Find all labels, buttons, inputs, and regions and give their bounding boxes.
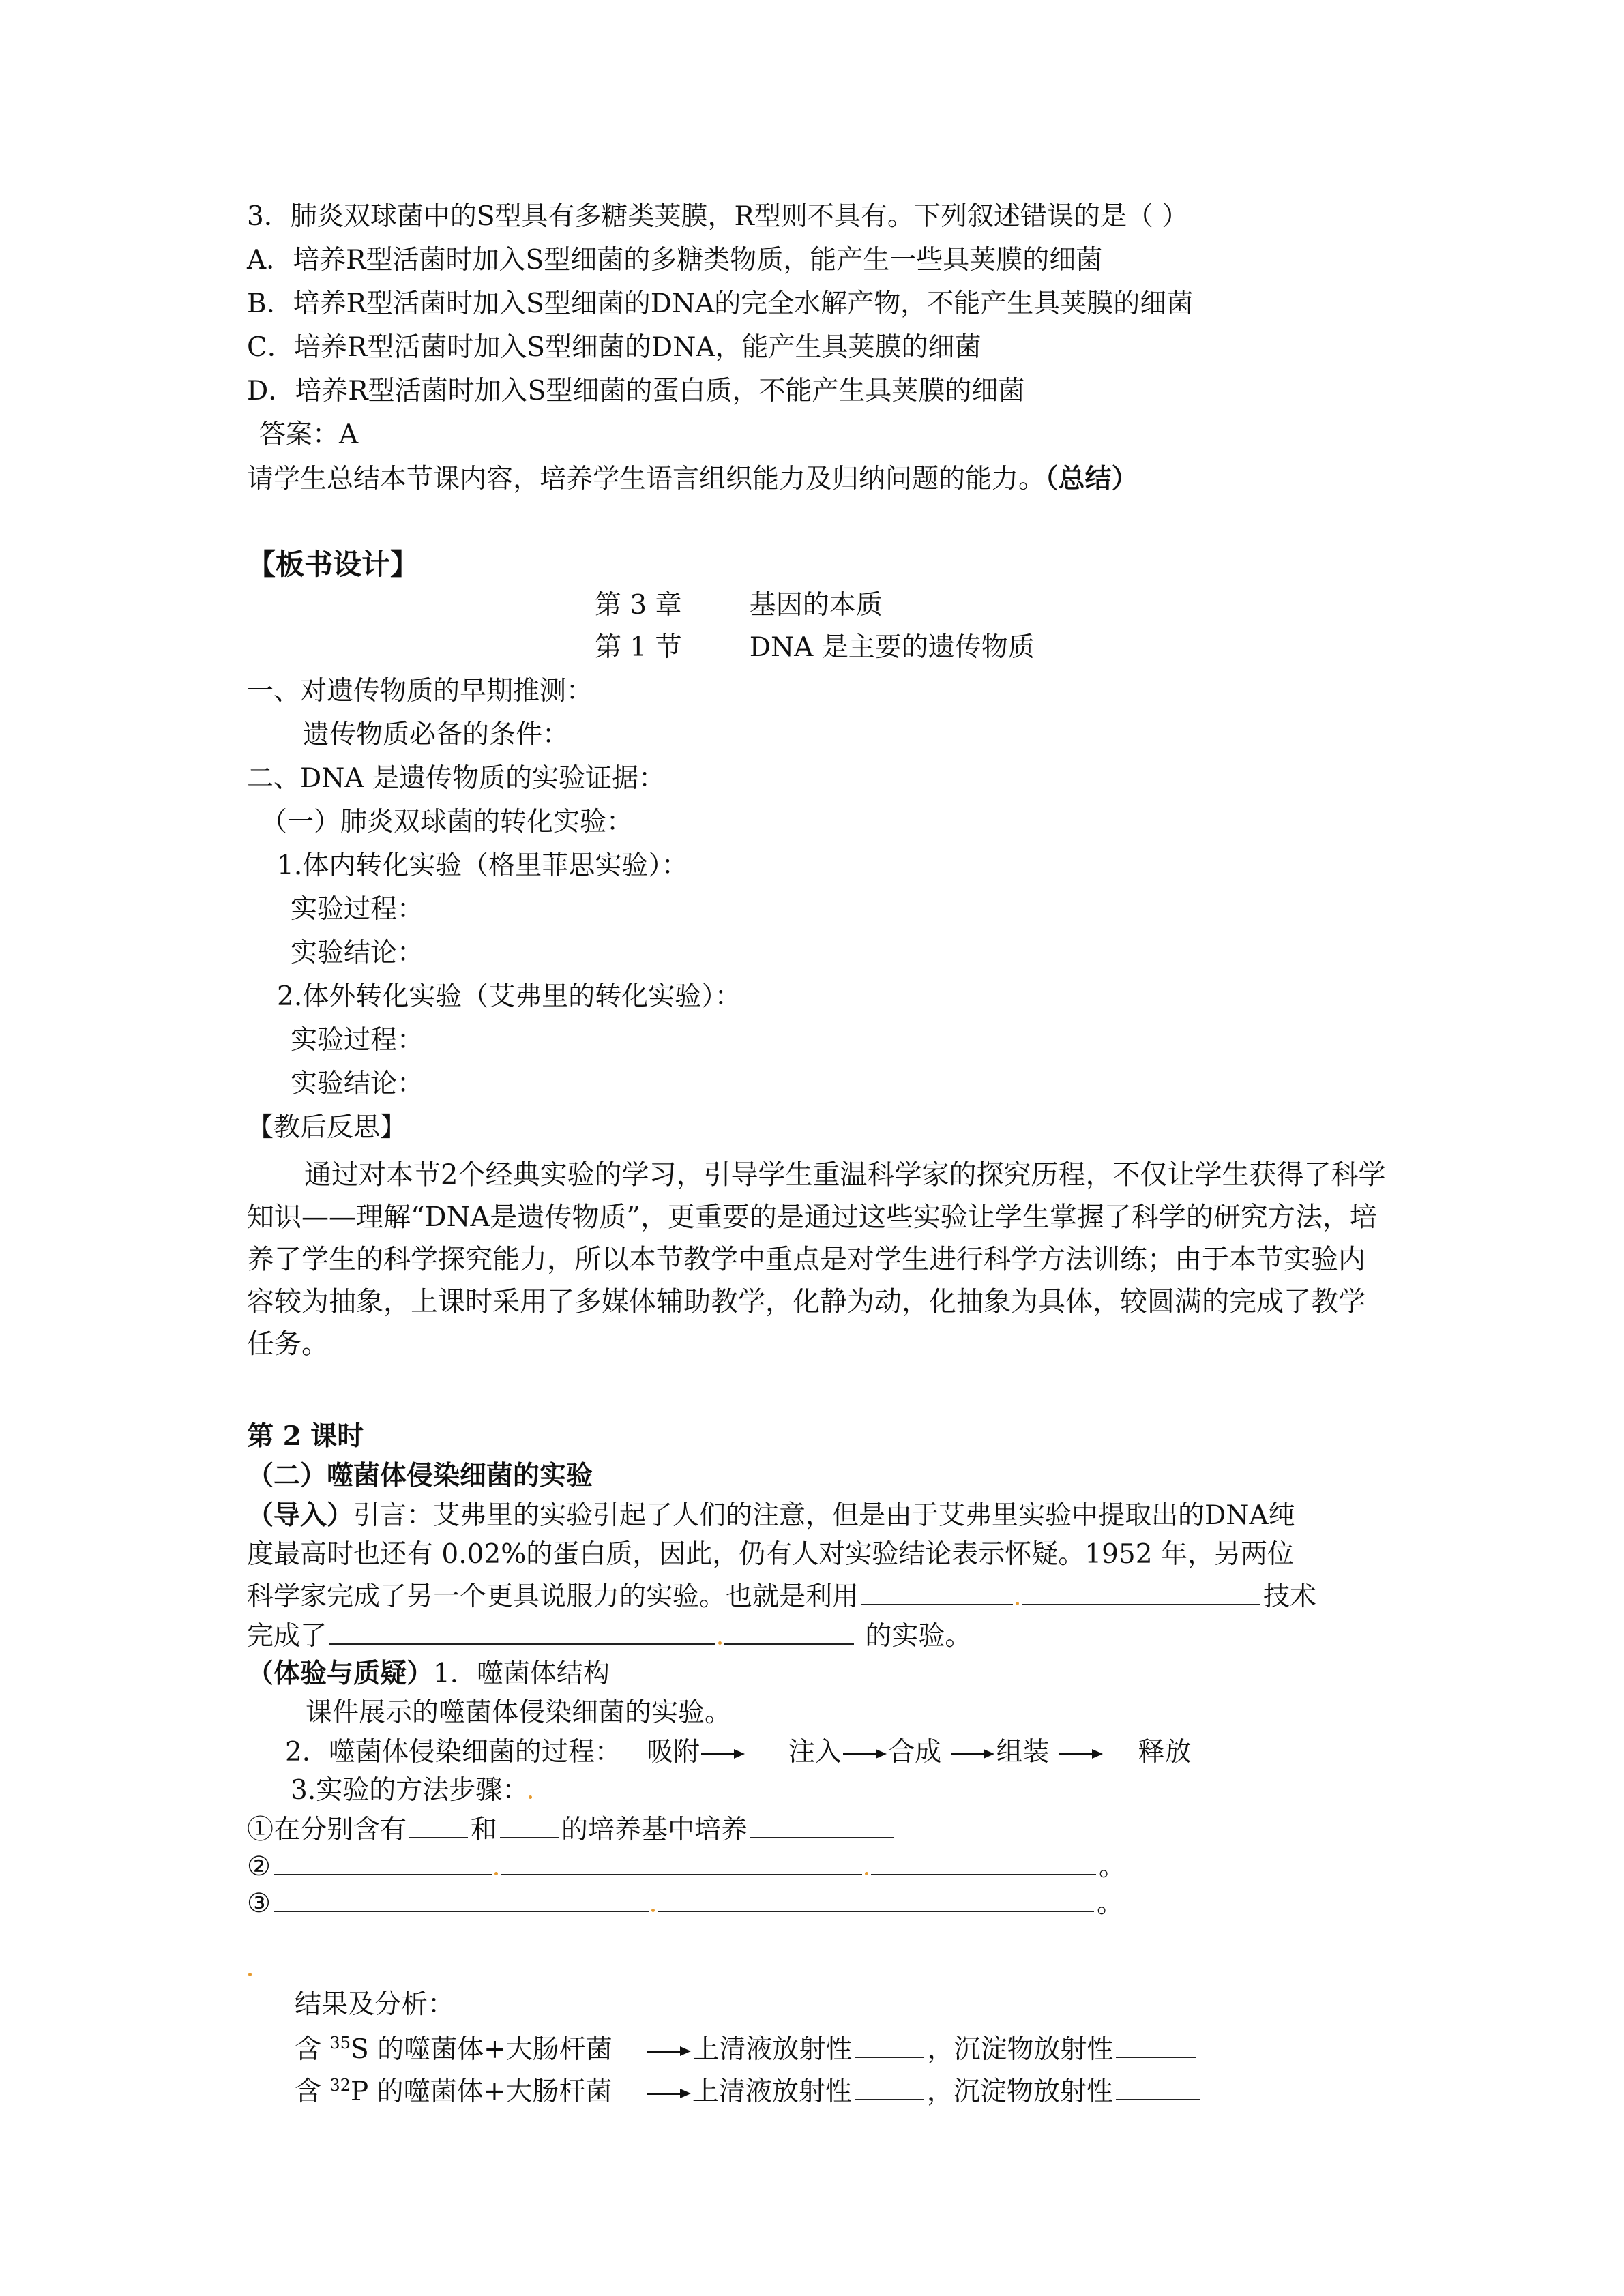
board-line-1: 一、对遗传物质的早期推测： (247, 676, 593, 706)
process-line (285, 1735, 1192, 1770)
intro-text-3b: 技术 (1263, 1581, 1317, 1612)
arrow-icon (701, 1749, 745, 1759)
exp-text-1: 1．噬菌体结构 (433, 1658, 610, 1689)
board-line-4: （一）肺炎双球菌的转化实验： (261, 807, 634, 837)
step-2-line (247, 1847, 1125, 1885)
step-adsorb: 吸附 (647, 1737, 700, 1768)
mark-dot (865, 1872, 868, 1875)
isotope-32-mass: 32 (329, 2076, 351, 2095)
step-3-period: 。 (1096, 1888, 1123, 1919)
reflection-heading: 【教后反思】 (247, 1112, 407, 1143)
reflection-paragraph: 通过对本节2个经典实验的学习，引导学生重温科学家的探究历程，不仅让学生获得了科学知识——理解“DNA是遗传物质”，更重要的是通过这些实验让学生掌握了科学的研究方法，培养了学生的科学探究能力，所以本节教学中重点是对学生进行科学方法训练；由于本节实验内容较为抽象，上课时采用了多媒体辅助教学，化静为动，化抽象为具体，较圆满的完成了教学任务。 (247, 1159, 1386, 1360)
step-assemble: 组装 (996, 1737, 1050, 1768)
step-2-blank-1[interactable] (274, 1847, 492, 1875)
arrow-icon (951, 1749, 994, 1759)
method-line (291, 1773, 532, 1808)
answer: 答案：A (259, 419, 359, 450)
intro-line-2: 度最高时也还有 0.02%的蛋白质，因此，仍有人对实验结论表示怀疑。1952 年，另两位 (247, 1539, 1294, 1570)
experiment-blank-2[interactable] (724, 1616, 854, 1645)
intro-text-1: 引言：艾弗里的实验引起了人们的注意，但是由于艾弗里实验中提取出的DNA纯 (353, 1500, 1295, 1531)
step-2-label: ② (247, 1851, 271, 1882)
step-inject: 注入 (788, 1737, 842, 1768)
summary-line (247, 461, 1138, 497)
arrow-icon (843, 1749, 887, 1759)
mark-dot (718, 1641, 722, 1645)
board-line-6: 实验过程： (291, 894, 424, 925)
option-b: B．培养R型活菌时加入S型细菌的DNA的完全水解产物，不能产生具荚膜的细菌 (247, 288, 1194, 319)
board-line-7: 实验结论： (291, 938, 424, 968)
culture-blank[interactable] (750, 1810, 894, 1838)
result-2-label: P 的噬菌体+大肠杆菌 (350, 2076, 612, 2107)
supernatant-blank-1[interactable] (855, 2029, 924, 2058)
results-heading: 结果及分析： (295, 1989, 455, 2020)
result-row-p32 (295, 2072, 1203, 2110)
summary-tag: （总结） (1045, 463, 1138, 494)
process-label: 2．噬菌体侵染细菌的过程： (285, 1737, 621, 1768)
board-line-3: 二、DNA 是遗传物质的实验证据： (247, 763, 665, 794)
step-synthesize: 合成 (888, 1737, 942, 1768)
arrow-icon (1059, 1749, 1103, 1759)
sediment-label-1: ，沉淀物放射性 (927, 2034, 1114, 2065)
board-line-2: 遗传物质必备的条件： (303, 719, 570, 750)
arrow-icon (647, 2089, 691, 2098)
mark-dot (529, 1795, 532, 1799)
lesson2-title: 第 2 课时 (247, 1420, 364, 1452)
technique-blank-2[interactable] (1022, 1577, 1260, 1605)
step-3-line (247, 1883, 1123, 1922)
step-2-blank-2[interactable] (501, 1847, 862, 1875)
step-1-text-a: ①在分别含有 (247, 1815, 407, 1845)
supernatant-blank-2[interactable] (855, 2072, 924, 2100)
result-row-s35 (295, 2029, 1199, 2068)
step-3-blank-2[interactable] (658, 1883, 1094, 1912)
step-release: 释放 (1138, 1737, 1192, 1768)
option-a: A．培养R型活菌时加入S型细菌的多糖类物质，能产生一些具荚膜的细菌 (247, 245, 1103, 275)
exp-line-2: 课件展示的噬菌体侵染细菌的实验。 (306, 1697, 732, 1728)
board-line-9: 实验过程： (291, 1025, 424, 1056)
experiment-blank-1[interactable] (329, 1616, 715, 1645)
supernatant-label-2: 上清液放射性 (692, 2076, 852, 2107)
board-chapter: 第 3 章 基因的本质 (595, 590, 883, 621)
medium-blank-2[interactable] (500, 1810, 559, 1838)
result-2-prefix: 含 (295, 2076, 322, 2107)
technique-blank-1[interactable] (861, 1577, 1013, 1605)
sediment-blank-2[interactable] (1116, 2072, 1200, 2100)
isotope-35-mass: 35 (329, 2033, 351, 2053)
mark-dot (651, 1909, 655, 1912)
step-2-period: 。 (1098, 1851, 1125, 1882)
step-1-line (247, 1810, 896, 1848)
board-line-10: 实验结论： (291, 1069, 424, 1099)
intro-line-4 (247, 1616, 971, 1654)
intro-text-3a: 科学家完成了另一个更具说服力的实验。也就是利用 (247, 1581, 859, 1612)
board-line-5: 1.体内转化实验（格里菲思实验）： (277, 850, 688, 881)
method-label: 3.实验的方法步骤： (291, 1775, 529, 1806)
board-section: 第 1 节 DNA 是主要的遗传物质 (595, 632, 1035, 663)
step-2-blank-3[interactable] (871, 1847, 1096, 1875)
supernatant-label-1: 上清液放射性 (692, 2034, 853, 2065)
option-d: D．培养R型活菌时加入S型细菌的蛋白质，不能产生具荚膜的细菌 (247, 376, 1025, 406)
step-3-label: ③ (247, 1888, 271, 1919)
exp-tag: （体验与质疑） (247, 1658, 434, 1689)
summary-text: 请学生总结本节课内容，培养学生语言组织能力及归纳问题的能力。 (247, 464, 1046, 494)
mark-dot (494, 1872, 498, 1875)
step-1-text-b: 和 (471, 1815, 498, 1845)
step-3-blank-1[interactable] (274, 1883, 649, 1912)
board-heading: 【板书设计】 (247, 548, 419, 581)
lesson2-subtitle: （二）噬菌体侵染细菌的实验 (247, 1460, 593, 1491)
sediment-label-2: ，沉淀物放射性 (926, 2076, 1113, 2107)
medium-blank-1[interactable] (409, 1810, 468, 1838)
intro-line-3 (247, 1577, 1316, 1615)
step-1-text-c: 的培养基中培养 (561, 1815, 748, 1845)
sediment-blank-1[interactable] (1116, 2029, 1196, 2058)
mark-dot (248, 1973, 252, 1976)
mark-dot (1016, 1602, 1019, 1605)
board-line-8: 2.体外转化实验（艾弗里的转化实验）： (277, 981, 741, 1012)
result-1-prefix: 含 (295, 2034, 322, 2065)
intro-text-4a: 完成了 (247, 1621, 327, 1652)
option-c: C．培养R型活菌时加入S型细菌的DNA，能产生具荚膜的细菌 (247, 332, 981, 363)
exp-line-1 (247, 1656, 610, 1692)
intro-text-4b: 的实验。 (865, 1621, 972, 1652)
result-1-label: S 的噬菌体+大肠杆菌 (350, 2034, 612, 2065)
arrow-icon (647, 2046, 691, 2056)
intro-tag: （导入） (247, 1500, 354, 1531)
question-stem: 3．肺炎双球菌中的S型具有多糖类荚膜，R型则不具有。下列叙述错误的是（ ） (247, 201, 1189, 232)
intro-line-1 (247, 1497, 1295, 1534)
